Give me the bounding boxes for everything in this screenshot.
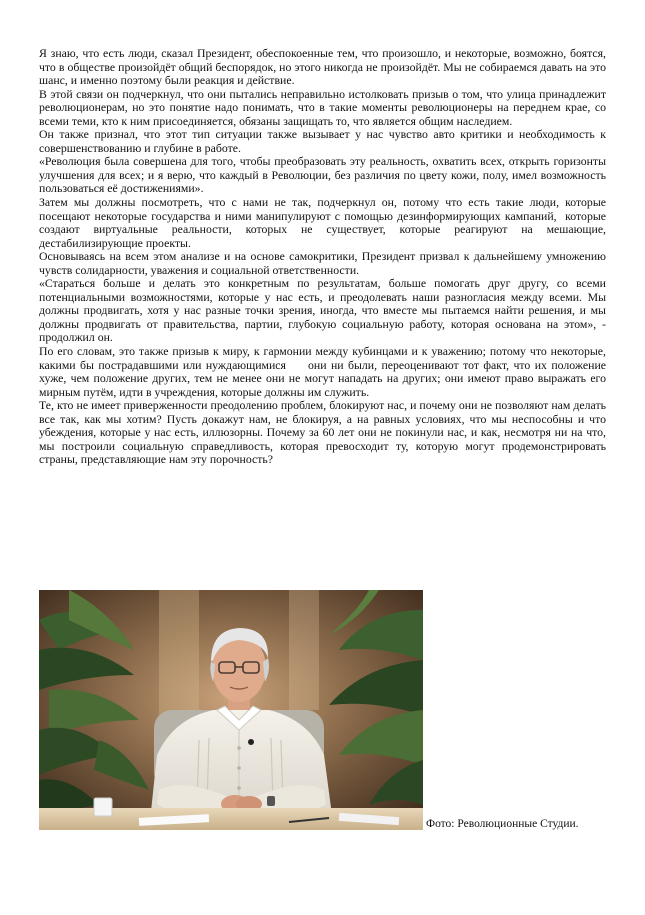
photo-section	[39, 590, 619, 830]
photo-caption: Фото: Революционные Студии.	[426, 818, 579, 830]
paragraph: Затем мы должны посмотреть, что с нами не так, подчеркнул он, потому что есть такие люди, которые посещают некоторые государства и ними манипулируют с помощью дезинформирующих кампаний, которые создают виртуальные реальности, которых не существует, которые реагируют на мешающие, дестабилизирующие проекты.	[39, 195, 609, 250]
paragraph: По его словам, это также призыв к миру, к гармонии между кубинцами и к уважению; потому что некоторые, какими бы пострадавшими или нуждающимися они ни были, переоценивают тот факт, что их положение хуже, чем положение других, тем не менее они не могут нападать на других; они имеют право выражать его мирным путём, идти в учреждения, которые должны им служить.	[39, 344, 609, 399]
president-photo	[39, 590, 423, 830]
paragraph: Те, кто не имеет приверженности преодолению проблем, блокируют нас, и почему они не позволяют нам делать все так, как мы хотим? Пусть докажут нам, не блокируя, а на равных условиях, что мы неспособны и что убеждения, которые у нас есть, иллюзорны. Почему за 60 лет они не покинули нас, и как, несмотря ни на что, мы построили социальную справедливость, которая превосходит ту, которую могут продемонстрировать страны, представляющие нам эту порочность?	[39, 398, 609, 467]
article-body	[39, 46, 609, 467]
paragraph: Основываясь на всем этом анализе и на основе самокритики, Президент призвал к дальнейшему умножению чувств солидарности, уважения и социальной ответственности.	[39, 249, 609, 277]
paragraph: В этой связи он подчеркнул, что они пытались неправильно истолковать призыв о том, что улица принадлежит революционерам, но это понятие надо понимать, что в такие моменты революционеры на переднем крае, со всеми теми, кто к ним присоединяется, обязаны защищать то, что является общим наследием.	[39, 86, 609, 128]
paragraph: Я знаю, что есть люди, сказал Президент, обеспокоенные тем, что произошло, и некоторые, возможно, боятся, что в обществе произойдёт общий беспорядок, но этого никогда не произойдёт. Мы не собираемся давать на это шанс, и именно поэтому были реакция и действие.	[39, 46, 609, 88]
paragraph: «Стараться больше и делать это конкретным по результатам, больше помогать друг другу, со всеми потенциальными возможностями, которые у нас есть, и преодолевать наши разногласия между всеми. Мы должны продвигать, хотя у нас разные точки зрения, иногда, что вместе мы пытаемся найти решения, и мы должны продвигать от правительства, партии, глубокую социальную работу, которая основана на этом», - продолжил он.	[39, 276, 609, 345]
paragraph: «Революция была совершена для того, чтобы преобразовать эту реальность, охватить всех, открыть горизонты улучшения для всех; и я верю, что каждый в Революции, без различия по цвету кожи, полу, имел возможность пользоваться её достижениями».	[39, 154, 609, 196]
paragraph: Он также признал, что этот тип ситуации также вызывает у нас чувство авто критики и необходимость к совершенствованию и глубине в работе.	[39, 127, 609, 155]
